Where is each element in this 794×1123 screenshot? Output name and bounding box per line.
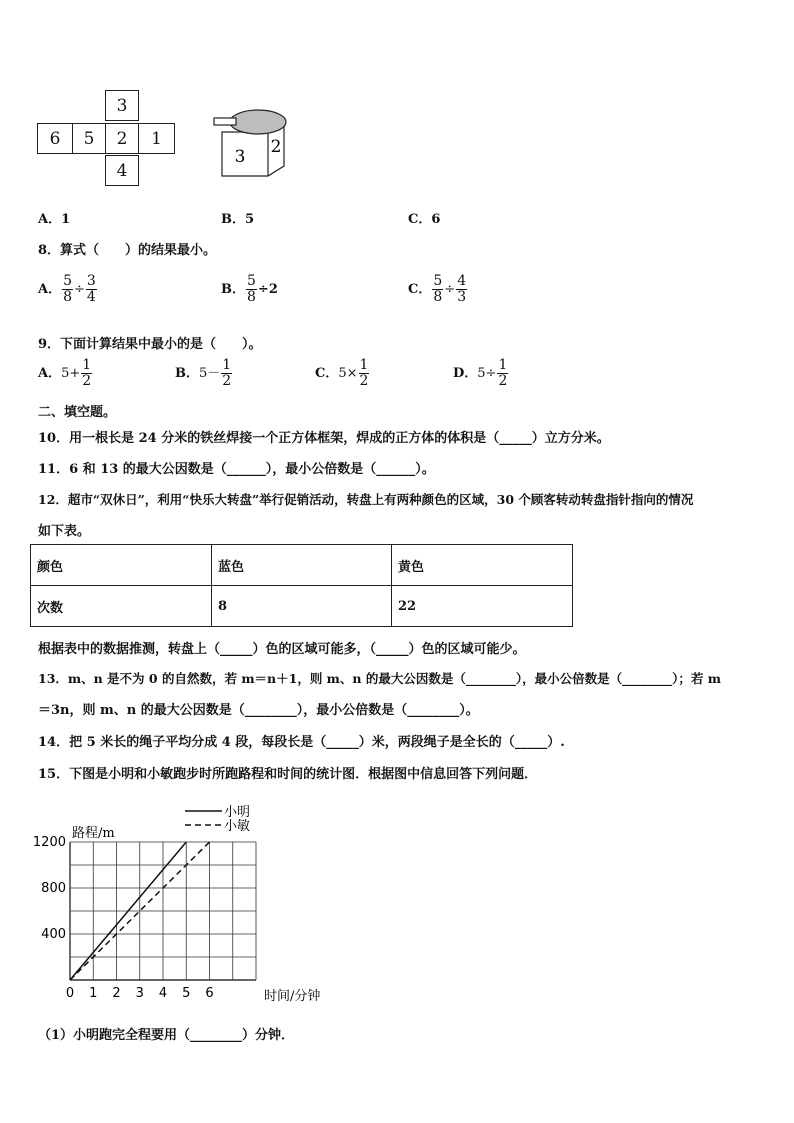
table-cell: 8 (212, 586, 392, 627)
q12-after: 根据表中的数据推测，转盘上（_____）色的区域可能多，（_____）色的区域可能少。 (38, 642, 526, 657)
y-tick-label: 400 (41, 927, 66, 942)
x-axis-label: 时间/分钟 (264, 989, 321, 1004)
cube-handle (214, 118, 236, 125)
y-tick-label: 1200 (32, 835, 66, 850)
q8-option-c: C． $\frac{5}{8}$ ÷ $\frac{4}{3}$ (408, 273, 467, 305)
table-cell: 黄色 (392, 545, 573, 586)
q12-table (30, 544, 573, 627)
table-row (31, 586, 573, 627)
x-tick-label: 2 (112, 986, 121, 1001)
cube-front-face-number: 3 (234, 147, 246, 167)
q7-option-c: C．6 (408, 212, 441, 227)
net-face-top: 3 (105, 90, 139, 121)
table-cell: 次数 (31, 586, 212, 627)
q12-line1: 12．超市“双休日”，利用“快乐大转盘”举行促销活动，转盘上有两种颜色的区域，30 个顾客转动转盘指针指向的情况 (38, 492, 694, 507)
x-tick-label: 4 (158, 986, 168, 1001)
q9-option-b: B．5－ $\frac{1}{2}$ (175, 357, 232, 389)
cube-side-face-number: 2 (270, 137, 282, 157)
x-tick-label: 0 (65, 986, 75, 1001)
q13-line2: ＝3n，则 m、n 的最大公因数是（________），最小公倍数是（________）。 (38, 703, 479, 718)
q8-option-b: B． $\frac{5}{8}$ ÷2 (221, 273, 278, 305)
cube-lid-shading (230, 110, 286, 134)
legend-label: 小敏 (224, 819, 251, 834)
legend-label: 小明 (224, 805, 251, 820)
table-cell: 22 (392, 586, 573, 627)
q9-option-a: A．5+ $\frac{1}{2}$ (38, 357, 92, 389)
q8-option-a: A． $\frac{5}{8}$ ÷ $\frac{3}{4}$ (38, 273, 96, 305)
open-cube-figure (210, 100, 295, 180)
q9-option-c: C．5× $\frac{1}{2}$ (315, 357, 369, 389)
q12-line2: 如下表。 (38, 524, 91, 539)
net-face-bottom: 4 (105, 155, 139, 186)
net-face-center: 2 (105, 123, 139, 154)
net-face-left2: 6 (37, 123, 73, 154)
section-heading: 二、填空题。 (38, 405, 117, 420)
q13-line1: 13．m、n 是不为 0 的自然数，若 m＝n＋1，则 m、n 的最大公因数是（________），最小公倍数是（________）；若 m (38, 671, 721, 686)
q9-title: 9．下面计算结果中最小的是（ ）。 (38, 337, 262, 352)
y-axis-label: 路程/m (72, 826, 115, 841)
x-tick-label: 1 (89, 986, 98, 1001)
q11-text: 11．6 和 13 的最大公因数是（______），最小公倍数是（______）。 (38, 462, 435, 477)
q7-option-b: B．5 (221, 212, 255, 227)
q8-title: 8．算式（ ）的结果最小。 (38, 243, 217, 258)
net-face-right: 1 (138, 123, 175, 154)
table-cell: 颜色 (31, 545, 212, 586)
table-cell: 蓝色 (212, 545, 392, 586)
x-tick-label: 5 (182, 986, 191, 1001)
q14-text: 14．把 5 米长的绳子平均分成 4 段，每段长是（_____）米，两段绳子是全长的（_____）. (38, 735, 565, 750)
q15-title: 15．下图是小明和小敏跑步时所跑路程和时间的统计图．根据图中信息回答下列问题． (38, 767, 538, 782)
x-tick-label: 6 (205, 986, 214, 1001)
distance-time-chart (30, 798, 330, 1008)
q15-sub1: （1）小明跑完全程要用（________）分钟． (38, 1028, 295, 1043)
table-row (31, 545, 573, 586)
y-tick-label: 800 (41, 881, 66, 896)
q10-text: 10．用一根长是 24 分米的铁丝焊接一个正方体框架，焊成的正方体的体积是（_____）立方分米。 (38, 431, 610, 446)
net-face-left1: 5 (72, 123, 106, 154)
q7-option-a: A．1 (38, 212, 71, 227)
q9-option-d: D．5÷ $\frac{1}{2}$ (453, 357, 508, 389)
x-tick-label: 3 (135, 986, 144, 1001)
